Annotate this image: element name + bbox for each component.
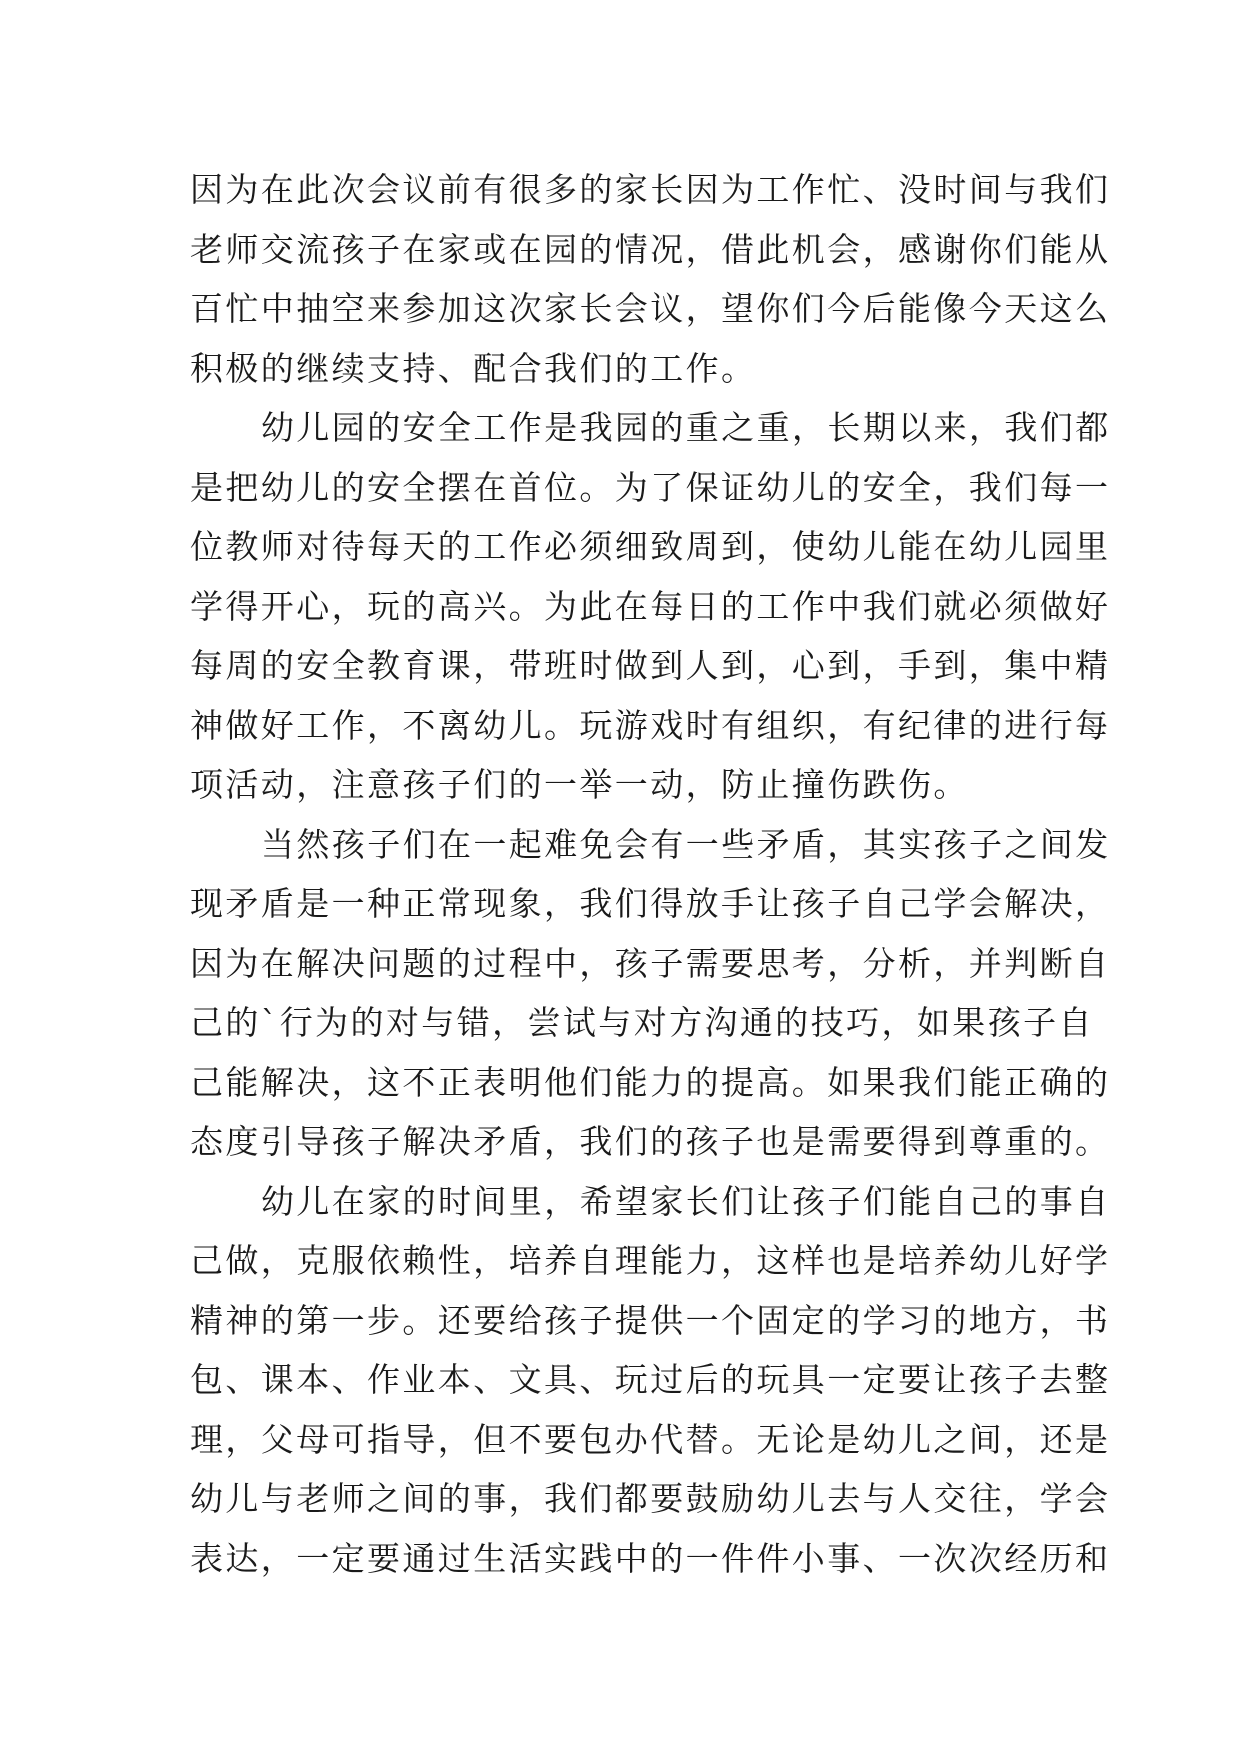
text-line: 百忙中抽空来参加这次家长会议，望你们今后能像今天这么 [190, 289, 1111, 328]
text-line: 己能解决，这不正表明他们能力的提高。如果我们能正确的 [190, 1062, 1111, 1102]
text-line: 表达，一定要通过生活实践中的一件件小事、一次次经历和 [190, 1538, 1111, 1578]
text-line: 每周的安全教育课，带班时做到人到，心到，手到，集中精 [190, 646, 1111, 685]
text-line: 项活动，注意孩子们的一举一动，防止撞伤跌伤。 [190, 765, 969, 804]
text-line: 因为在此次会议前有很多的家长因为工作忙、没时间与我们 [190, 170, 1111, 209]
text-line: 包、课本、作业本、文具、玩过后的玩具一定要让孩子去整 [190, 1360, 1111, 1399]
text-line: 己做，克服依赖性，培养自理能力，这样也是培养幼儿好学 [190, 1241, 1111, 1280]
paragraph-start-line: 当然孩子们在一起难免会有一些矛盾，其实孩子之间发 [261, 824, 1111, 864]
text-line: 己的`行为的对与错，尝试与对方沟通的技巧，如果孩子自 [190, 1003, 1094, 1042]
text-line: 积极的继续支持、配合我们的工作。 [190, 348, 757, 388]
text-line: 现矛盾是一种正常现象，我们得放手让孩子自己学会解决， [190, 884, 1111, 923]
text-line: 是把幼儿的安全摆在首位。为了保证幼儿的安全，我们每一 [190, 467, 1111, 507]
paragraph-start-line: 幼儿在家的时间里，希望家长们让孩子们能自己的事自 [261, 1181, 1111, 1221]
text-line: 幼儿与老师之间的事，我们都要鼓励幼儿去与人交往，学会 [190, 1479, 1111, 1518]
text-line: 理，父母可指导，但不要包办代替。无论是幼儿之间，还是 [190, 1419, 1111, 1459]
text-line: 精神的第一步。还要给孩子提供一个固定的学习的地方，书 [190, 1300, 1111, 1340]
text-line: 神做好工作，不离幼儿。玩游戏时有组织，有纪律的进行每 [190, 705, 1111, 745]
text-line: 学得开心，玩的高兴。为此在每日的工作中我们就必须做好 [190, 586, 1111, 626]
text-line: 老师交流孩子在家或在园的情况，借此机会，感谢你们能从 [190, 229, 1111, 269]
body-text [190, 160, 1111, 1588]
paragraph-start-line: 幼儿园的安全工作是我园的重之重，长期以来，我们都 [261, 408, 1111, 447]
text-line: 态度引导孩子解决矛盾，我们的孩子也是需要得到尊重的。 [190, 1122, 1111, 1161]
text-line: 因为在解决问题的过程中，孩子需要思考，分析，并判断自 [190, 943, 1111, 983]
text-line: 位教师对待每天的工作必须细致周到，使幼儿能在幼儿园里 [190, 527, 1111, 566]
